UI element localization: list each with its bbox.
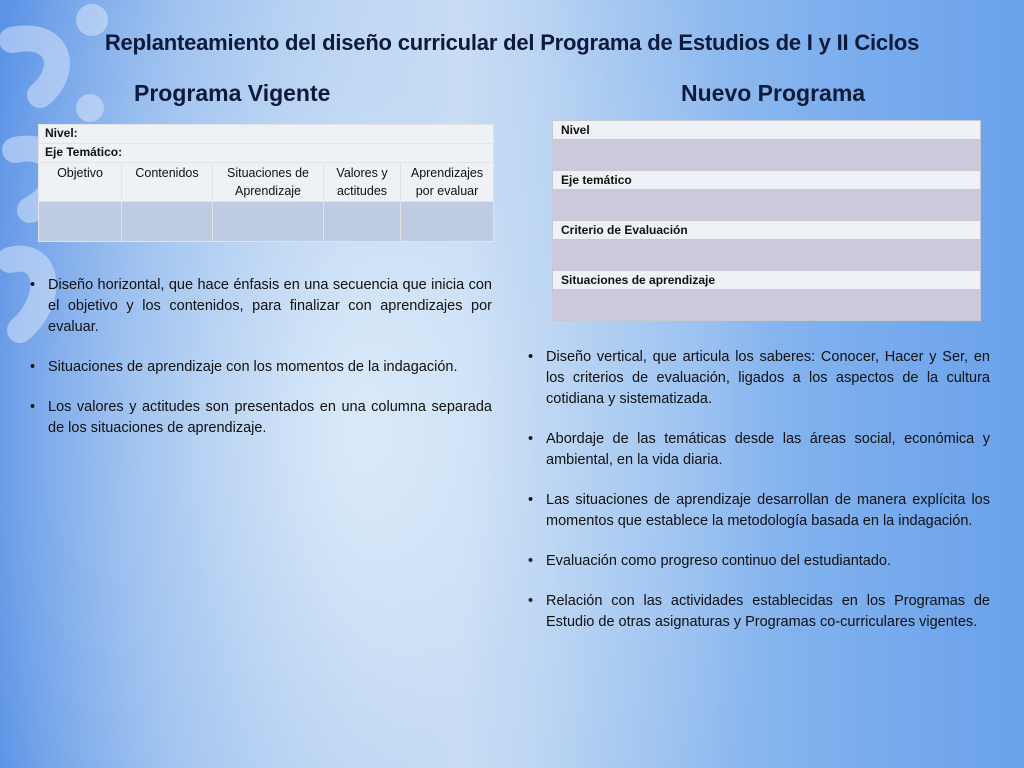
row-label-eje-tematico: Eje temático bbox=[553, 171, 981, 190]
empty-cell bbox=[553, 290, 981, 321]
column-header-valores: Valores y actitudes bbox=[324, 163, 401, 202]
empty-cell bbox=[122, 202, 213, 242]
new-program-table bbox=[552, 120, 981, 321]
empty-cell bbox=[39, 202, 122, 242]
empty-cell bbox=[401, 202, 494, 242]
bullet-item: • Diseño horizontal, que hace énfasis en una secuencia que inicia con el objetivo y los contenidos, para finalizar con aprendizajes por evaluar. bbox=[30, 275, 492, 338]
slide-title: Replanteamiento del diseño curricular del Programa de Estudios de I y II Ciclos bbox=[104, 30, 920, 55]
bullet-item: • Situaciones de aprendizaje con los momentos de la indagación. bbox=[30, 357, 492, 378]
nivel-row: Nivel: bbox=[39, 125, 494, 144]
bullet-item: • Relación con las actividades establecidas en los Programas de Estudio de otras asignaturas y Programas co-curriculares vigentes. bbox=[528, 591, 990, 633]
row-label-situaciones: Situaciones de aprendizaje bbox=[553, 271, 981, 290]
row-label-nivel: Nivel bbox=[553, 121, 981, 140]
row-label-criterio: Criterio de Evaluación bbox=[553, 221, 981, 240]
bullet-item: • Los valores y actitudes son presentados en una columna separada de los situaciones de aprendizaje. bbox=[30, 397, 492, 439]
heading-programa-vigente: Programa Vigente bbox=[134, 80, 331, 106]
current-program-bullets bbox=[30, 275, 492, 458]
empty-cell bbox=[553, 240, 981, 271]
heading-nuevo-programa: Nuevo Programa bbox=[681, 80, 866, 106]
eje-tematico-row: Eje Temático: bbox=[39, 144, 494, 163]
new-program-bullets bbox=[528, 347, 990, 652]
empty-cell bbox=[553, 190, 981, 221]
column-header-objetivo: Objetivo bbox=[39, 163, 122, 202]
bullet-item: • Evaluación como progreso continuo del estudiantado. bbox=[528, 551, 990, 572]
bullet-item: • Abordaje de las temáticas desde las áreas social, económica y ambiental, en la vida diaria. bbox=[528, 429, 990, 471]
empty-cell bbox=[553, 140, 981, 171]
column-header-contenidos: Contenidos bbox=[122, 163, 213, 202]
current-program-table bbox=[38, 124, 494, 242]
empty-cell bbox=[324, 202, 401, 242]
column-header-aprendizajes: Aprendizajes por evaluar bbox=[401, 163, 494, 202]
empty-cell bbox=[213, 202, 324, 242]
bullet-item: • Las situaciones de aprendizaje desarrollan de manera explícita los momentos que establece la metodología basada en la indagación. bbox=[528, 490, 990, 532]
bullet-item: • Diseño vertical, que articula los saberes: Conocer, Hacer y Ser, en los criterios de evaluación, ligados a los aspectos de la cultura cotidiana y sistematizada. bbox=[528, 347, 990, 410]
column-header-situaciones: Situaciones de Aprendizaje bbox=[213, 163, 324, 202]
